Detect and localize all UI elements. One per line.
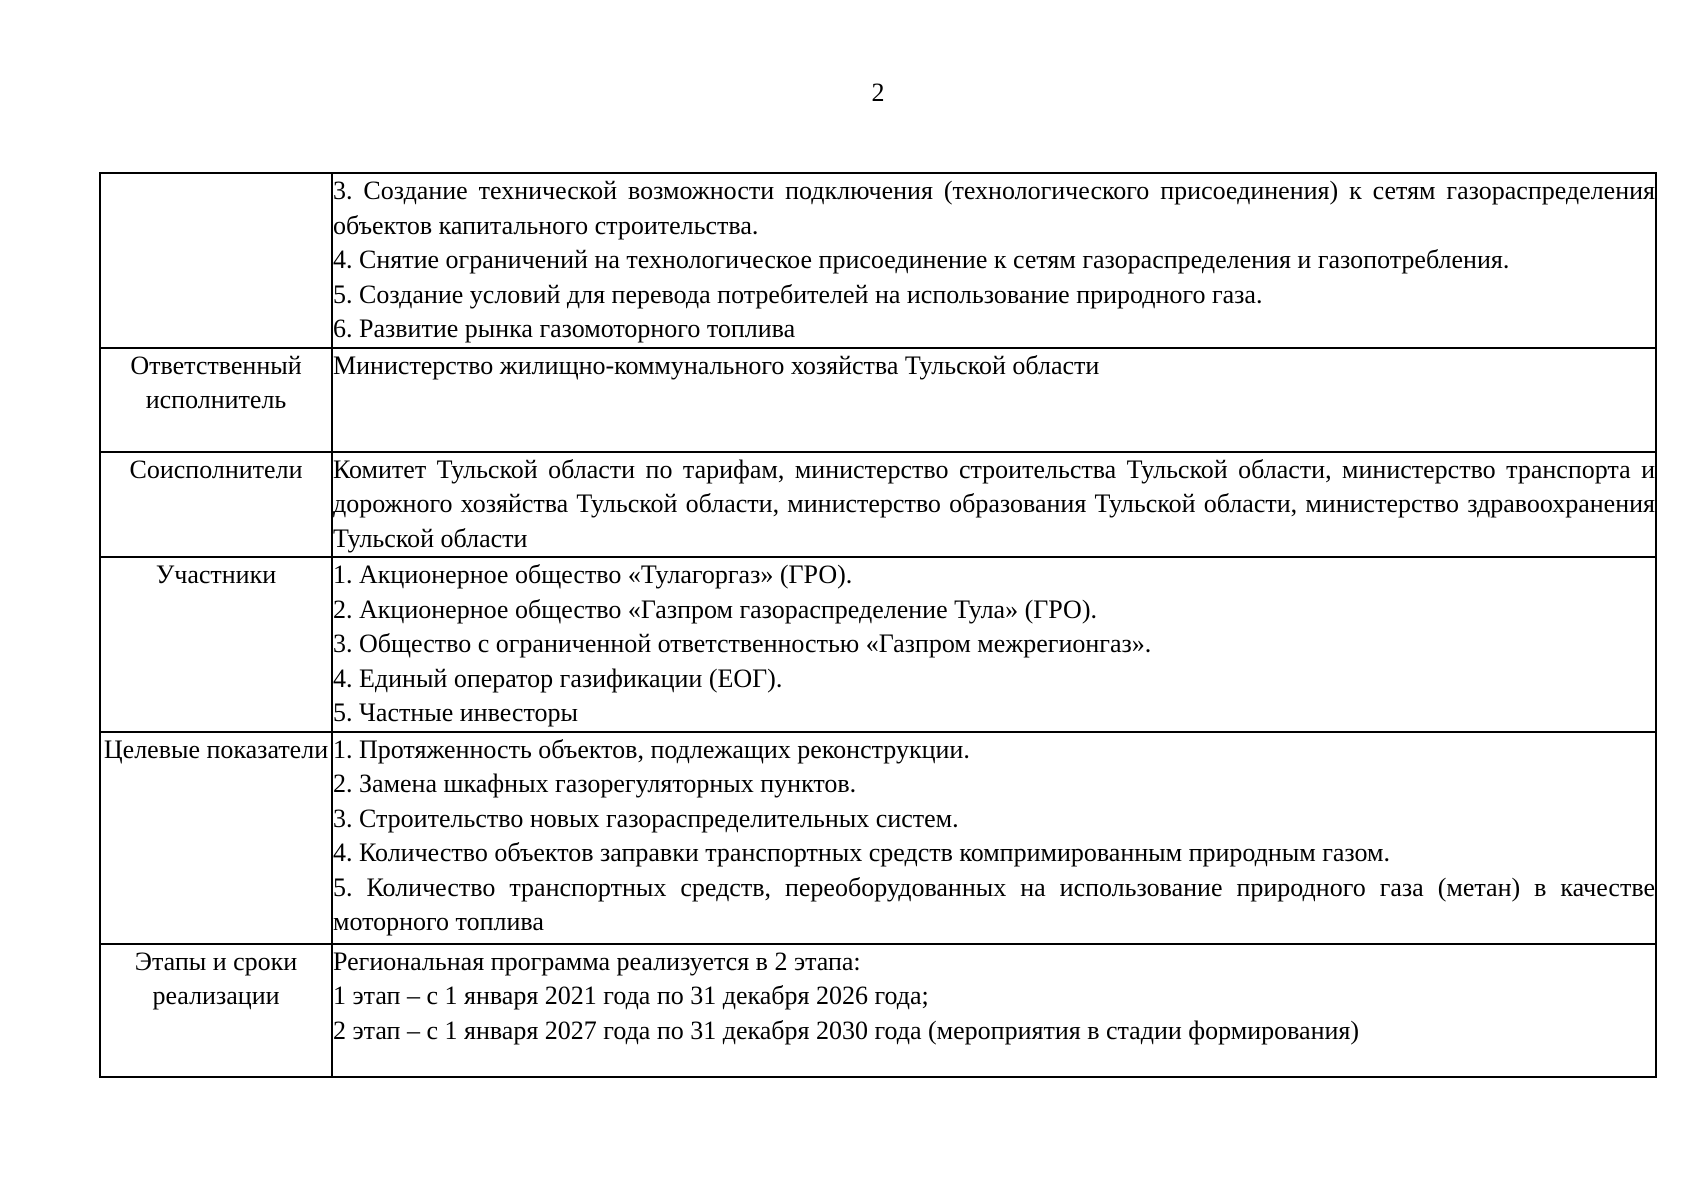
table-row-stages-and-terms bbox=[100, 944, 1656, 1077]
table-row-participants bbox=[100, 557, 1656, 732]
row-label: Участники bbox=[155, 560, 277, 589]
paragraph: 3. Создание технической возможности подключения (технологического присоединения) к сетям газораспределения объектов капитального строительства. bbox=[333, 176, 1655, 240]
paragraph: 2. Акционерное общество «Газпром газораспределение Тула» (ГРО). bbox=[333, 594, 1097, 624]
row-label: Соисполнители bbox=[129, 454, 303, 484]
row-label-cell bbox=[100, 348, 332, 452]
row-label-cell bbox=[100, 452, 332, 558]
row-content-cell bbox=[332, 348, 1656, 452]
paragraph: 1. Акционерное общество «Тулагоргаз» (ГРО). bbox=[333, 560, 853, 589]
paragraph: 2 этап – с 1 января 2027 года по 31 декабря 2030 года (мероприятия в стадии формирования) bbox=[333, 1015, 1360, 1045]
paragraph: 5. Частные инвесторы bbox=[333, 698, 578, 727]
row-content-cell bbox=[332, 173, 1656, 348]
table-row-co-executors bbox=[100, 452, 1656, 558]
paragraph: 4. Количество объектов заправки транспортных средств компримированным природным газом. bbox=[333, 838, 1390, 867]
table-row-responsible-executor bbox=[100, 348, 1656, 452]
table-row-target-indicators bbox=[100, 732, 1656, 944]
paragraph: 1 этап – с 1 января 2021 года по 31 декабря 2026 года; bbox=[333, 981, 929, 1010]
row-content-cell bbox=[332, 557, 1656, 732]
table-row-tasks-continued bbox=[100, 173, 1656, 348]
page-number: 2 bbox=[871, 78, 885, 107]
row-label-cell bbox=[100, 944, 332, 1077]
row-content-cell bbox=[332, 732, 1656, 944]
row-content-cell bbox=[332, 452, 1656, 558]
paragraph: Комитет Тульской области по тарифам, министерство строительства Тульской области, министерство транспорта и дорожного хозяйства Тульской области, министерство образования Тульской области, министерство здравоохранения Тульской области bbox=[333, 454, 1655, 553]
row-label: Этапы и сроки реализации bbox=[134, 946, 298, 1010]
paragraph: 4. Снятие ограничений на технологическое присоединение к сетям газораспределения и газопотребления. bbox=[333, 245, 1510, 274]
paragraph: Министерство жилищно-коммунального хозяйства Тульской области bbox=[333, 350, 1100, 380]
program-passport-table bbox=[99, 172, 1657, 1078]
paragraph: 2. Замена шкафных газорегуляторных пунктов. bbox=[333, 769, 857, 798]
paragraph: 1. Протяженность объектов, подлежащих реконструкции. bbox=[333, 734, 970, 764]
paragraph: 3. Строительство новых газораспределительных систем. bbox=[333, 803, 959, 833]
row-label: Целевые показатели bbox=[103, 734, 329, 764]
paragraph: Региональная программа реализуется в 2 этапа: bbox=[333, 946, 861, 976]
paragraph: 5. Количество транспортных средств, переоборудованных на использование природного газа (метан) в качестве моторного топлива bbox=[333, 872, 1655, 936]
paragraph: 4. Единый оператор газификации (ЕОГ). bbox=[333, 663, 783, 693]
row-label: Ответственный исполнитель bbox=[130, 350, 302, 414]
row-label-cell bbox=[100, 732, 332, 944]
row-label-cell bbox=[100, 173, 332, 348]
paragraph: 5. Создание условий для перевода потребителей на использование природного газа. bbox=[333, 279, 1263, 309]
row-content-cell bbox=[332, 944, 1656, 1077]
row-label-cell bbox=[100, 557, 332, 732]
paragraph: 3. Общество с ограниченной ответственностью «Газпром межрегионгаз». bbox=[333, 629, 1152, 658]
paragraph: 6. Развитие рынка газомоторного топлива bbox=[333, 314, 796, 343]
